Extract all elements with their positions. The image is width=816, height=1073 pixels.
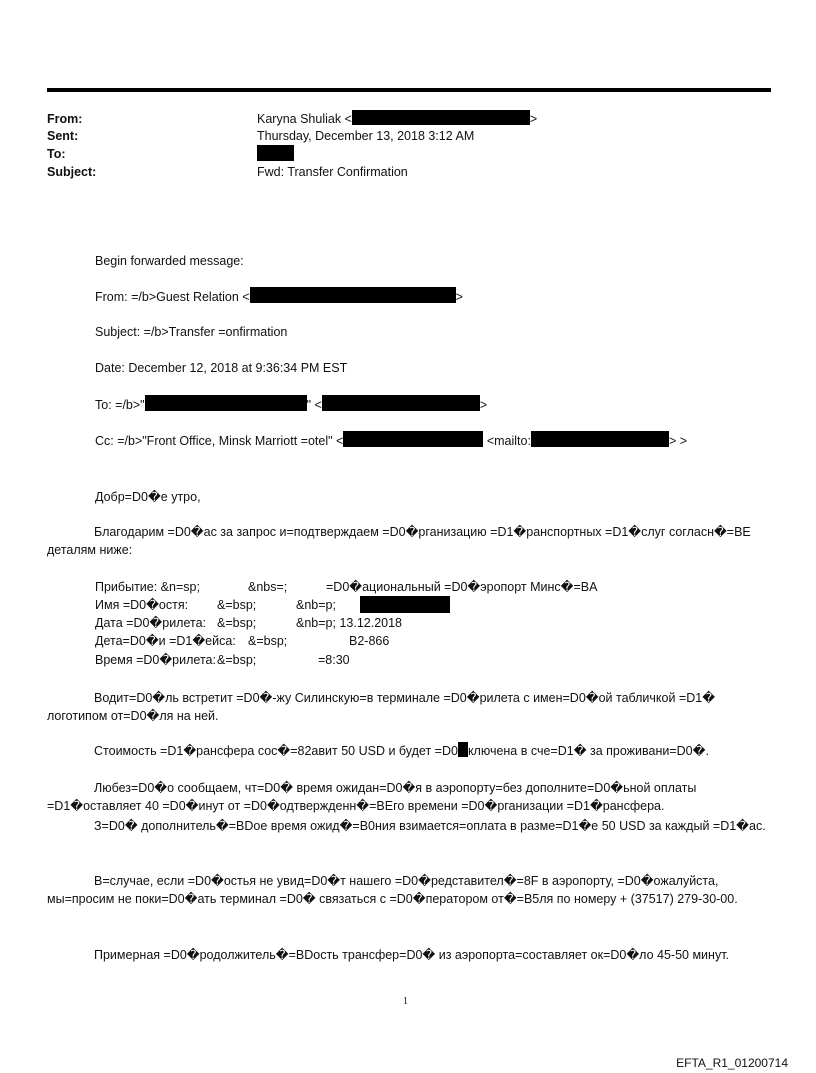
subject-label: Subject: xyxy=(47,165,97,179)
detail-value: =8:30 xyxy=(318,653,350,667)
subject-value: Fwd: Transfer Confirmation xyxy=(257,165,408,179)
paragraph-text: Примерная =D0�родолжитель�=BDость трансфер=D0� из аэропорта=составляет ок=D0�ло 45-50 минут. xyxy=(94,948,730,962)
detail-value: &nb=p; 13.12.2018 xyxy=(296,616,402,630)
to-value xyxy=(257,145,294,165)
paragraph xyxy=(47,523,772,559)
forward-to-suffix: > xyxy=(479,398,488,412)
forward-date: Date: December 12, 2018 at 9:36:34 PM EST xyxy=(95,361,348,375)
forward-begin: Begin forwarded message: xyxy=(95,254,244,268)
paragraph xyxy=(47,742,772,760)
paragraph-text: З=D0� дополнитель�=BDое время ожид�=B0ния взимается=оплата в разме=D1�е 50 USD за каждый =D1�ас. xyxy=(94,819,766,833)
redaction-bar xyxy=(257,145,294,161)
redaction-bar xyxy=(352,110,530,125)
paragraph-text: ключена в сче=D1� за проживани=D0�. xyxy=(467,744,709,758)
paragraph xyxy=(47,689,772,725)
header-rule xyxy=(47,88,771,92)
page-number: 1 xyxy=(403,996,408,1007)
detail-label: Прибытие: &n=sp; xyxy=(95,580,200,594)
detail-filler: &nbs=; xyxy=(248,580,288,594)
detail-filler: &=bsp; xyxy=(217,616,257,630)
paragraph xyxy=(47,779,772,815)
detail-label: Дета=D0�и =D1�ейса: xyxy=(95,634,236,648)
from-label: From: xyxy=(47,112,83,126)
forward-subject: Subject: =/b>Transfer =onfirmation xyxy=(95,325,288,339)
redaction-bar xyxy=(322,395,480,411)
detail-filler: &nb=p; xyxy=(296,598,336,612)
forward-cc-prefix: Cc: =/b>"Front Office, Minsk Marriott =otel" < xyxy=(95,434,344,448)
from-name: Karyna Shuliak < xyxy=(257,112,352,126)
forward-to xyxy=(95,395,487,414)
forward-cc-suffix: > > xyxy=(668,434,688,448)
forward-to-prefix: To: =/b>" xyxy=(95,398,145,412)
redaction-bar xyxy=(145,395,307,411)
document-id: EFTA_R1_01200714 xyxy=(676,1056,788,1070)
paragraph xyxy=(47,872,772,908)
forward-from-prefix: From: =/b>Guest Relation < xyxy=(95,290,250,304)
to-label: To: xyxy=(47,147,66,161)
paragraph xyxy=(47,817,772,835)
forward-to-mid: " < xyxy=(306,398,322,412)
redaction-bar xyxy=(531,431,669,447)
detail-value: B2-866 xyxy=(349,634,390,648)
redaction-bar xyxy=(343,431,483,447)
redaction-bar xyxy=(250,287,456,303)
paragraph-text: Водит=D0�ль встретит =D0�-жу Силинскую=в терминале =D0�рилета с имен=D0�ой табличкой =D1� логотипом от=D0�ля на ней. xyxy=(47,691,716,723)
paragraph-text: В=случае, если =D0�остья не увид=D0�т нашего =D0�редставител�=8F в аэропорту, =D0�ожалуйста, мы=просим не поки=D0�ать терминал =D0� связаться с =D0�ператором от�=B5ля по номеру + (37517) 279-30-00. xyxy=(47,874,738,906)
sent-label: Sent: xyxy=(47,129,79,143)
detail-label: Дата =D0�рилета: xyxy=(95,616,207,630)
redaction-bar xyxy=(360,596,450,613)
from-close: > xyxy=(529,112,538,126)
forward-from xyxy=(95,287,463,306)
forward-cc xyxy=(95,431,687,450)
paragraph-text: Благодарим =D0�ас за запрос и=подтверждаем =D0�рганизацию =D1�ранспортных =D1�слуг согласн�=BE деталям ниже: xyxy=(47,525,751,557)
detail-label: Время =D0�рилета: xyxy=(95,653,216,667)
forward-from-suffix: > xyxy=(455,290,463,304)
detail-filler: &=bsp; xyxy=(248,634,288,648)
paragraph-text: Стоимость =D1�рансфера сос�=82авит 50 USD и будет =D0 xyxy=(94,744,458,758)
detail-filler: &=bsp; xyxy=(217,653,257,667)
forward-cc-mid: <mailto: xyxy=(486,434,531,448)
sent-value: Thursday, December 13, 2018 3:12 AM xyxy=(257,129,475,143)
detail-filler: &=bsp; xyxy=(217,598,257,612)
redaction-bar xyxy=(458,742,468,757)
greeting: Добр=D0�е утро, xyxy=(95,490,201,504)
paragraph xyxy=(47,946,772,964)
guest-name-redacted xyxy=(360,596,450,616)
paragraph-text: Любез=D0�о сообщаем, чт=D0� время ожидан=D0�я в аэропорту=без дополните=D0�ьной оплаты =D1�оставляет 40 =D0�инут от =D0�одтвержденн�=BEго времени =D0�рганизации =D1�рансфера. xyxy=(47,781,697,813)
detail-value: =D0�ациональный =D0�эропорт Минс�=BA xyxy=(326,580,598,594)
detail-label: Имя =D0�остя: xyxy=(95,598,189,612)
